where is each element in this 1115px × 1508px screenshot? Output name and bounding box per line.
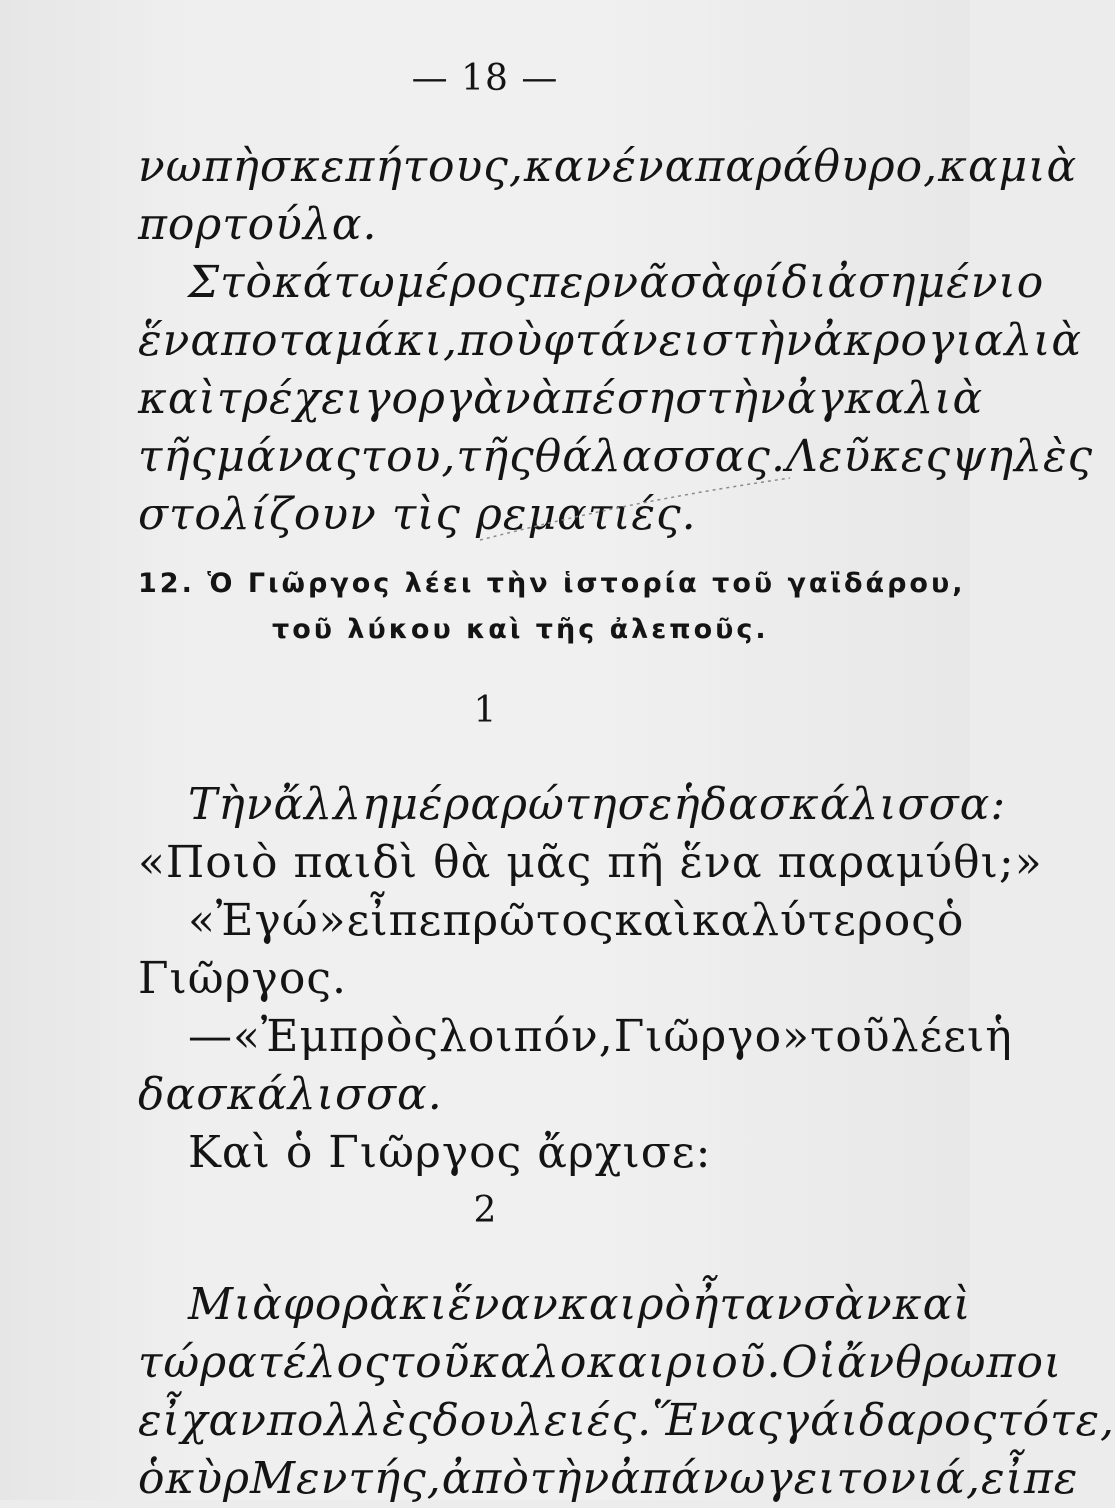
text-line: εἶχαν πολλὲς δουλειές. Ἕνας γάιδαρος τότε,: [138, 1395, 1115, 1446]
chapter-heading-line-2: τοῦ λύκου καὶ τῆς ἀλεποῦς.: [272, 614, 769, 645]
section-number: 2: [473, 1190, 497, 1231]
text-line: καὶ τρέχει γοργὰ νὰ πέση στὴν ἀγκαλιὰ: [138, 373, 984, 424]
text-line: Μιὰ φορὰ κι ἕναν καιρὸ ἦταν σὰν καὶ: [188, 1279, 972, 1330]
text-line: «Ποιὸ παιδὶ θὰ μᾶς πῆ ἕνα παραμύθι;»: [138, 837, 1043, 888]
text-line: Καὶ ὁ Γιῶργος ἄρχισε:: [188, 1127, 712, 1178]
text-line: νωπὴ σκεπή τους, κανένα παράθυρο, καμιὰ: [138, 141, 1078, 192]
text-line: ἕνα ποταμάκι, ποὺ φτάνει στὴν ἀκρογιαλιὰ: [138, 315, 1083, 366]
text-line: Γιῶργος.: [138, 953, 347, 1004]
section-number: 1: [473, 690, 497, 731]
text-line: —«Ἐμπρὸς λοιπόν, Γιῶργο» τοῦ λέει ἡ: [188, 1011, 1013, 1062]
text-line: ὁ κὺρ Μεντής, ἀπὸ τὴν ἀπάνω γειτονιά, εἶπε: [138, 1453, 1079, 1504]
text-line: τώρα τέλος τοῦ καλοκαιριοῦ. Οἱ ἄνθρωποι: [138, 1337, 1063, 1388]
text-line: «Ἐγώ» εἶπε πρῶτος καὶ καλύτερος ὁ: [188, 895, 965, 946]
text-line: πορτούλα.: [138, 199, 378, 250]
text-line: Στὸ κάτω μέρος περνᾶ σὰ φίδι ἀσημένιο: [188, 257, 1045, 308]
page-number: — 18 —: [411, 58, 559, 99]
chapter-heading-line-1: 12. Ὁ Γιῶργος λέει τὴν ἱστορία τοῦ γαϊδάρου,: [138, 568, 966, 599]
text-line: δασκάλισσα.: [138, 1069, 443, 1120]
text-line: στολίζουν τὶς ρεματιές.: [138, 489, 697, 540]
text-line: τῆς μάνας του, τῆς θάλασσας. Λεῦκες ψηλὲς: [138, 431, 1094, 482]
text-line: Τὴν ἄλλη μέρα ρώτησε ἡ δασκάλισσα:: [188, 779, 1007, 830]
